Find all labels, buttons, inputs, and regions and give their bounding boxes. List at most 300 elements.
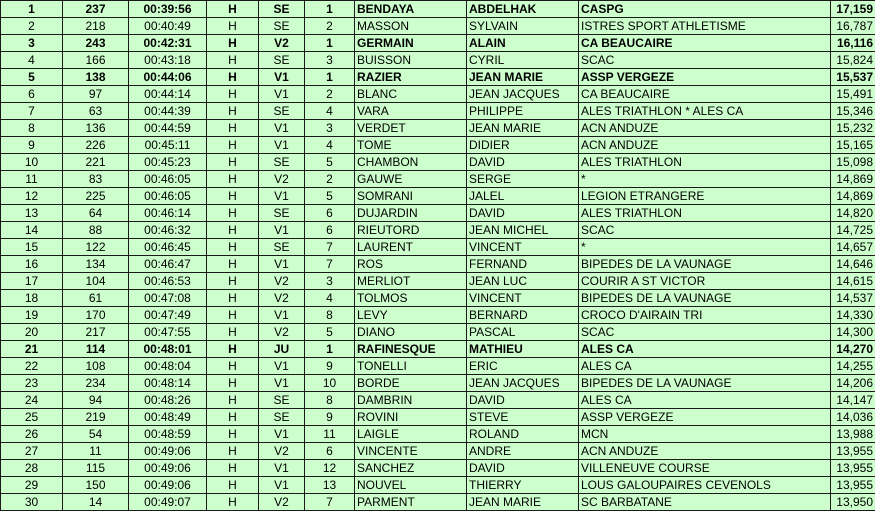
category-cell: SE — [259, 18, 305, 35]
first-name-cell: ANDRE — [467, 443, 579, 460]
speed-cell: 17,159 — [831, 1, 875, 18]
category-rank-cell: 1 — [305, 341, 355, 358]
speed-cell: 15,346 — [831, 103, 875, 120]
category-cell: SE — [259, 103, 305, 120]
last-name-cell: PARMENT — [355, 494, 467, 511]
speed-cell: 15,165 — [831, 137, 875, 154]
bib-cell: 237 — [63, 1, 129, 18]
table-row — [1, 341, 875, 358]
category-cell: SE — [259, 205, 305, 222]
rank-cell: 30 — [1, 494, 63, 511]
table-row — [1, 69, 875, 86]
table-row — [1, 256, 875, 273]
speed-cell: 14,820 — [831, 205, 875, 222]
bib-cell: 134 — [63, 256, 129, 273]
time-cell: 00:46:53 — [129, 273, 207, 290]
first-name-cell: SERGE — [467, 171, 579, 188]
speed-cell: 15,537 — [831, 69, 875, 86]
category-rank-cell: 6 — [305, 205, 355, 222]
bib-cell: 166 — [63, 52, 129, 69]
time-cell: 00:48:49 — [129, 409, 207, 426]
category-cell: V2 — [259, 273, 305, 290]
last-name-cell: RAZIER — [355, 69, 467, 86]
table-row — [1, 35, 875, 52]
first-name-cell: PASCAL — [467, 324, 579, 341]
time-cell: 00:40:49 — [129, 18, 207, 35]
table-row — [1, 171, 875, 188]
table-row — [1, 205, 875, 222]
table-row — [1, 86, 875, 103]
rank-cell: 7 — [1, 103, 63, 120]
time-cell: 00:45:11 — [129, 137, 207, 154]
table-row — [1, 222, 875, 239]
bib-cell: 234 — [63, 375, 129, 392]
rank-cell: 3 — [1, 35, 63, 52]
speed-cell: 14,206 — [831, 375, 875, 392]
bib-cell: 63 — [63, 103, 129, 120]
club-cell: VILLENEUVE COURSE — [579, 460, 831, 477]
category-cell: V1 — [259, 358, 305, 375]
club-cell: BIPEDES DE LA VAUNAGE — [579, 256, 831, 273]
speed-cell: 14,300 — [831, 324, 875, 341]
category-rank-cell: 4 — [305, 290, 355, 307]
sex-cell: H — [207, 426, 259, 443]
time-cell: 00:48:14 — [129, 375, 207, 392]
time-cell: 00:44:06 — [129, 69, 207, 86]
first-name-cell: MATHIEU — [467, 341, 579, 358]
bib-cell: 150 — [63, 477, 129, 494]
time-cell: 00:43:18 — [129, 52, 207, 69]
rank-cell: 16 — [1, 256, 63, 273]
time-cell: 00:44:14 — [129, 86, 207, 103]
rank-cell: 8 — [1, 120, 63, 137]
category-rank-cell: 2 — [305, 86, 355, 103]
club-cell: CASPG — [579, 1, 831, 18]
bib-cell: 225 — [63, 188, 129, 205]
rank-cell: 14 — [1, 222, 63, 239]
time-cell: 00:47:55 — [129, 324, 207, 341]
last-name-cell: GAUWE — [355, 171, 467, 188]
time-cell: 00:46:32 — [129, 222, 207, 239]
bib-cell: 219 — [63, 409, 129, 426]
category-rank-cell: 8 — [305, 307, 355, 324]
rank-cell: 1 — [1, 1, 63, 18]
category-cell: V1 — [259, 256, 305, 273]
category-rank-cell: 2 — [305, 18, 355, 35]
club-cell: ALES TRIATHLON — [579, 205, 831, 222]
first-name-cell: BERNARD — [467, 307, 579, 324]
last-name-cell: VERDET — [355, 120, 467, 137]
last-name-cell: ROS — [355, 256, 467, 273]
time-cell: 00:48:26 — [129, 392, 207, 409]
rank-cell: 29 — [1, 477, 63, 494]
category-rank-cell: 7 — [305, 256, 355, 273]
sex-cell: H — [207, 69, 259, 86]
rank-cell: 2 — [1, 18, 63, 35]
time-cell: 00:42:31 — [129, 35, 207, 52]
table-row — [1, 460, 875, 477]
table-row — [1, 307, 875, 324]
table-row — [1, 18, 875, 35]
club-cell: SCAC — [579, 52, 831, 69]
category-rank-cell: 7 — [305, 239, 355, 256]
rank-cell: 18 — [1, 290, 63, 307]
last-name-cell: ROVINI — [355, 409, 467, 426]
first-name-cell: PHILIPPE — [467, 103, 579, 120]
table-row — [1, 239, 875, 256]
category-rank-cell: 7 — [305, 494, 355, 511]
table-row — [1, 137, 875, 154]
sex-cell: H — [207, 477, 259, 494]
club-cell: LOUS GALOUPAIRES CEVENOLS — [579, 477, 831, 494]
club-cell: SCAC — [579, 222, 831, 239]
sex-cell: H — [207, 324, 259, 341]
sex-cell: H — [207, 222, 259, 239]
last-name-cell: NOUVEL — [355, 477, 467, 494]
last-name-cell: TOME — [355, 137, 467, 154]
club-cell: ASSP VERGEZE — [579, 409, 831, 426]
bib-cell: 14 — [63, 494, 129, 511]
speed-cell: 14,646 — [831, 256, 875, 273]
first-name-cell: DAVID — [467, 205, 579, 222]
results-body — [1, 1, 875, 511]
club-cell: BIPEDES DE LA VAUNAGE — [579, 375, 831, 392]
bib-cell: 170 — [63, 307, 129, 324]
club-cell: SCAC — [579, 324, 831, 341]
last-name-cell: LAIGLE — [355, 426, 467, 443]
time-cell: 00:47:08 — [129, 290, 207, 307]
first-name-cell: CYRIL — [467, 52, 579, 69]
speed-cell: 15,232 — [831, 120, 875, 137]
speed-cell: 14,869 — [831, 171, 875, 188]
speed-cell: 14,869 — [831, 188, 875, 205]
sex-cell: H — [207, 120, 259, 137]
club-cell: LEGION ETRANGERE — [579, 188, 831, 205]
sex-cell: H — [207, 52, 259, 69]
bib-cell: 54 — [63, 426, 129, 443]
category-cell: V1 — [259, 86, 305, 103]
first-name-cell: SYLVAIN — [467, 18, 579, 35]
bib-cell: 11 — [63, 443, 129, 460]
category-rank-cell: 2 — [305, 171, 355, 188]
sex-cell: H — [207, 188, 259, 205]
bib-cell: 138 — [63, 69, 129, 86]
last-name-cell: BUISSON — [355, 52, 467, 69]
bib-cell: 114 — [63, 341, 129, 358]
category-rank-cell: 6 — [305, 443, 355, 460]
bib-cell: 94 — [63, 392, 129, 409]
last-name-cell: MERLIOT — [355, 273, 467, 290]
sex-cell: H — [207, 86, 259, 103]
last-name-cell: LEVY — [355, 307, 467, 324]
table-row — [1, 273, 875, 290]
first-name-cell: JEAN JACQUES — [467, 86, 579, 103]
time-cell: 00:46:14 — [129, 205, 207, 222]
category-rank-cell: 9 — [305, 358, 355, 375]
time-cell: 00:44:39 — [129, 103, 207, 120]
table-row — [1, 120, 875, 137]
category-rank-cell: 11 — [305, 426, 355, 443]
last-name-cell: RAFINESQUE — [355, 341, 467, 358]
rank-cell: 4 — [1, 52, 63, 69]
time-cell: 00:49:06 — [129, 460, 207, 477]
club-cell: ACN ANDUZE — [579, 120, 831, 137]
bib-cell: 88 — [63, 222, 129, 239]
last-name-cell: RIEUTORD — [355, 222, 467, 239]
sex-cell: H — [207, 358, 259, 375]
category-rank-cell: 1 — [305, 69, 355, 86]
club-cell: CROCO D'AIRAIN TRI — [579, 307, 831, 324]
speed-cell: 14,270 — [831, 341, 875, 358]
sex-cell: H — [207, 290, 259, 307]
rank-cell: 25 — [1, 409, 63, 426]
rank-cell: 24 — [1, 392, 63, 409]
category-rank-cell: 3 — [305, 52, 355, 69]
last-name-cell: LAURENT — [355, 239, 467, 256]
category-rank-cell: 3 — [305, 273, 355, 290]
last-name-cell: BLANC — [355, 86, 467, 103]
rank-cell: 22 — [1, 358, 63, 375]
last-name-cell: DIANO — [355, 324, 467, 341]
last-name-cell: CHAMBON — [355, 154, 467, 171]
first-name-cell: JALEL — [467, 188, 579, 205]
first-name-cell: FERNAND — [467, 256, 579, 273]
first-name-cell: ROLAND — [467, 426, 579, 443]
speed-cell: 13,950 — [831, 494, 875, 511]
category-cell: V2 — [259, 290, 305, 307]
club-cell: * — [579, 171, 831, 188]
category-cell: V2 — [259, 494, 305, 511]
bib-cell: 221 — [63, 154, 129, 171]
time-cell: 00:49:07 — [129, 494, 207, 511]
rank-cell: 6 — [1, 86, 63, 103]
category-cell: V2 — [259, 324, 305, 341]
sex-cell: H — [207, 35, 259, 52]
category-rank-cell: 4 — [305, 103, 355, 120]
time-cell: 00:47:49 — [129, 307, 207, 324]
sex-cell: H — [207, 341, 259, 358]
sex-cell: H — [207, 443, 259, 460]
sex-cell: H — [207, 307, 259, 324]
sex-cell: H — [207, 494, 259, 511]
speed-cell: 14,147 — [831, 392, 875, 409]
rank-cell: 11 — [1, 171, 63, 188]
time-cell: 00:44:59 — [129, 120, 207, 137]
speed-cell: 13,955 — [831, 443, 875, 460]
category-cell: V1 — [259, 120, 305, 137]
category-rank-cell: 1 — [305, 1, 355, 18]
category-cell: V1 — [259, 188, 305, 205]
speed-cell: 15,824 — [831, 52, 875, 69]
category-rank-cell: 8 — [305, 392, 355, 409]
table-row — [1, 426, 875, 443]
category-rank-cell: 5 — [305, 188, 355, 205]
time-cell: 00:48:01 — [129, 341, 207, 358]
category-cell: V1 — [259, 375, 305, 392]
category-rank-cell: 3 — [305, 120, 355, 137]
club-cell: CA BEAUCAIRE — [579, 86, 831, 103]
first-name-cell: ERIC — [467, 358, 579, 375]
speed-cell: 13,955 — [831, 477, 875, 494]
category-rank-cell: 1 — [305, 35, 355, 52]
first-name-cell: JEAN MICHEL — [467, 222, 579, 239]
category-rank-cell: 5 — [305, 324, 355, 341]
last-name-cell: SANCHEZ — [355, 460, 467, 477]
time-cell: 00:48:59 — [129, 426, 207, 443]
time-cell: 00:39:56 — [129, 1, 207, 18]
rank-cell: 20 — [1, 324, 63, 341]
table-row — [1, 324, 875, 341]
time-cell: 00:49:06 — [129, 477, 207, 494]
bib-cell: 108 — [63, 358, 129, 375]
category-rank-cell: 13 — [305, 477, 355, 494]
club-cell: * — [579, 239, 831, 256]
club-cell: ALES TRIATHLON — [579, 154, 831, 171]
category-cell: V1 — [259, 426, 305, 443]
sex-cell: H — [207, 18, 259, 35]
speed-cell: 14,255 — [831, 358, 875, 375]
category-cell: V1 — [259, 307, 305, 324]
speed-cell: 14,036 — [831, 409, 875, 426]
speed-cell: 14,725 — [831, 222, 875, 239]
bib-cell: 218 — [63, 18, 129, 35]
last-name-cell: VINCENTE — [355, 443, 467, 460]
first-name-cell: DIDIER — [467, 137, 579, 154]
sex-cell: H — [207, 256, 259, 273]
time-cell: 00:46:47 — [129, 256, 207, 273]
last-name-cell: GERMAIN — [355, 35, 467, 52]
first-name-cell: VINCENT — [467, 239, 579, 256]
category-cell: SE — [259, 1, 305, 18]
category-cell: V1 — [259, 460, 305, 477]
bib-cell: 97 — [63, 86, 129, 103]
speed-cell: 13,955 — [831, 460, 875, 477]
last-name-cell: DUJARDIN — [355, 205, 467, 222]
rank-cell: 21 — [1, 341, 63, 358]
category-rank-cell: 12 — [305, 460, 355, 477]
table-row — [1, 358, 875, 375]
sex-cell: H — [207, 239, 259, 256]
category-rank-cell: 6 — [305, 222, 355, 239]
rank-cell: 13 — [1, 205, 63, 222]
time-cell: 00:48:04 — [129, 358, 207, 375]
bib-cell: 122 — [63, 239, 129, 256]
time-cell: 00:49:06 — [129, 443, 207, 460]
table-row — [1, 290, 875, 307]
rank-cell: 26 — [1, 426, 63, 443]
rank-cell: 10 — [1, 154, 63, 171]
club-cell: ALES CA — [579, 341, 831, 358]
speed-cell: 13,988 — [831, 426, 875, 443]
first-name-cell: STEVE — [467, 409, 579, 426]
rank-cell: 9 — [1, 137, 63, 154]
speed-cell: 15,098 — [831, 154, 875, 171]
speed-cell: 15,491 — [831, 86, 875, 103]
last-name-cell: BORDE — [355, 375, 467, 392]
last-name-cell: TOLMOS — [355, 290, 467, 307]
rank-cell: 12 — [1, 188, 63, 205]
rank-cell: 23 — [1, 375, 63, 392]
first-name-cell: JEAN MARIE — [467, 120, 579, 137]
first-name-cell: VINCENT — [467, 290, 579, 307]
table-row — [1, 375, 875, 392]
club-cell: ACN ANDUZE — [579, 443, 831, 460]
speed-cell: 16,787 — [831, 18, 875, 35]
bib-cell: 83 — [63, 171, 129, 188]
sex-cell: H — [207, 375, 259, 392]
speed-cell: 14,330 — [831, 307, 875, 324]
last-name-cell: DAMBRIN — [355, 392, 467, 409]
table-row — [1, 103, 875, 120]
last-name-cell: BENDAYA — [355, 1, 467, 18]
time-cell: 00:45:23 — [129, 154, 207, 171]
category-rank-cell: 5 — [305, 154, 355, 171]
rank-cell: 5 — [1, 69, 63, 86]
category-cell: JU — [259, 341, 305, 358]
first-name-cell: DAVID — [467, 392, 579, 409]
speed-cell: 14,537 — [831, 290, 875, 307]
time-cell: 00:46:45 — [129, 239, 207, 256]
last-name-cell: VARA — [355, 103, 467, 120]
rank-cell: 15 — [1, 239, 63, 256]
first-name-cell: ALAIN — [467, 35, 579, 52]
club-cell: ALES TRIATHLON * ALES CA — [579, 103, 831, 120]
category-cell: SE — [259, 409, 305, 426]
category-cell: V2 — [259, 443, 305, 460]
club-cell: SC BARBATANE — [579, 494, 831, 511]
category-cell: V2 — [259, 171, 305, 188]
bib-cell: 136 — [63, 120, 129, 137]
club-cell: ISTRES SPORT ATHLETISME — [579, 18, 831, 35]
club-cell: BIPEDES DE LA VAUNAGE — [579, 290, 831, 307]
table-row — [1, 409, 875, 426]
rank-cell: 19 — [1, 307, 63, 324]
sex-cell: H — [207, 137, 259, 154]
category-rank-cell: 10 — [305, 375, 355, 392]
category-rank-cell: 4 — [305, 137, 355, 154]
club-cell: MCN — [579, 426, 831, 443]
category-cell: SE — [259, 392, 305, 409]
club-cell: COURIR A ST VICTOR — [579, 273, 831, 290]
first-name-cell: THIERRY — [467, 477, 579, 494]
first-name-cell: JEAN MARIE — [467, 69, 579, 86]
table-row — [1, 188, 875, 205]
first-name-cell: JEAN MARIE — [467, 494, 579, 511]
table-row — [1, 443, 875, 460]
club-cell: ASSP VERGEZE — [579, 69, 831, 86]
sex-cell: H — [207, 103, 259, 120]
first-name-cell: DAVID — [467, 460, 579, 477]
category-cell: V1 — [259, 69, 305, 86]
first-name-cell: JEAN LUC — [467, 273, 579, 290]
bib-cell: 226 — [63, 137, 129, 154]
last-name-cell: SOMRANI — [355, 188, 467, 205]
rank-cell: 28 — [1, 460, 63, 477]
first-name-cell: ABDELHAK — [467, 1, 579, 18]
category-cell: SE — [259, 239, 305, 256]
first-name-cell: JEAN JACQUES — [467, 375, 579, 392]
speed-cell: 14,615 — [831, 273, 875, 290]
time-cell: 00:46:05 — [129, 188, 207, 205]
sex-cell: H — [207, 273, 259, 290]
table-row — [1, 392, 875, 409]
sex-cell: H — [207, 392, 259, 409]
category-rank-cell: 9 — [305, 409, 355, 426]
table-row — [1, 154, 875, 171]
bib-cell: 61 — [63, 290, 129, 307]
sex-cell: H — [207, 154, 259, 171]
club-cell: ALES CA — [579, 358, 831, 375]
